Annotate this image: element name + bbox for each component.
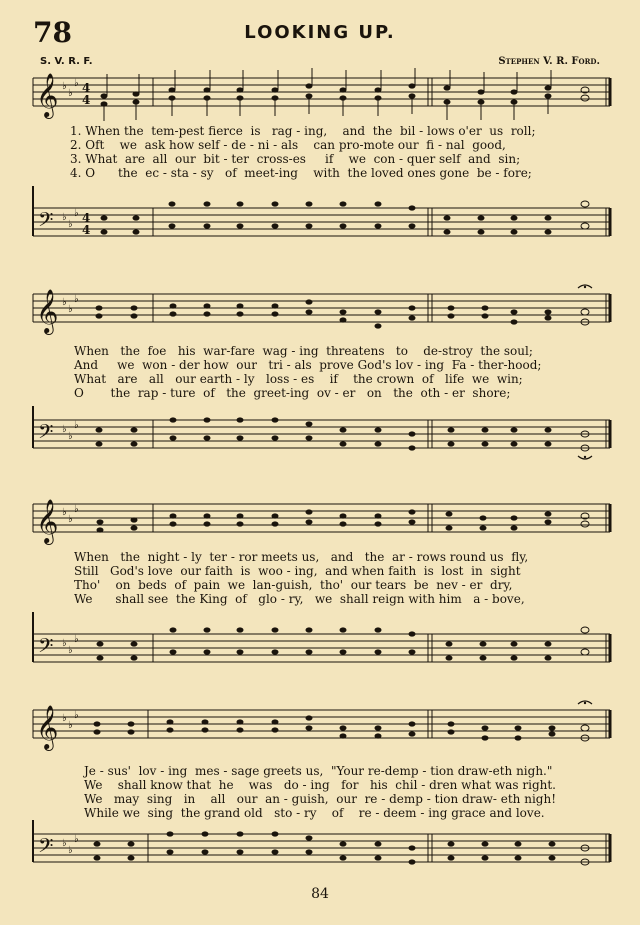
svg-text:♭: ♭ [62, 507, 67, 518]
bass-staff-system-4 [0, 820, 640, 882]
hymn-number: 78 [33, 16, 72, 49]
svg-text:𝄢: 𝄢 [38, 420, 54, 448]
svg-text:♭: ♭ [68, 720, 73, 731]
hymn-title: LOOKING UP. [244, 22, 396, 43]
svg-text:♭: ♭ [74, 420, 79, 431]
svg-text:♭: ♭ [62, 713, 67, 724]
svg-text:𝄢: 𝄢 [38, 834, 54, 862]
lyric-line: While we sing the grand old sto - ry of re - deem - ing grace and love. [84, 806, 545, 820]
lyric-line: When the night - ly ter - ror meets us, and the ar - rows round us fly, [74, 550, 529, 564]
bass-staff-system-3 [0, 612, 640, 674]
svg-text:♭: ♭ [68, 88, 73, 99]
svg-text:♭: ♭ [68, 645, 73, 656]
svg-text:𝄢: 𝄢 [38, 634, 54, 662]
svg-text:♭: ♭ [62, 81, 67, 92]
svg-text:♭: ♭ [68, 431, 73, 442]
svg-text:4: 4 [82, 223, 91, 237]
bass-staff-system-1 [0, 186, 640, 248]
lyric-line: Je - sus' lov - ing mes - sage greets us, "Your re-demp - tion draw-eth nigh." [84, 764, 553, 778]
lyric-line: O the rap - ture of the greet-ing ov - er on the oth - er shore; [74, 386, 511, 400]
svg-text:♭: ♭ [74, 504, 79, 515]
svg-text:𝄞: 𝄞 [36, 499, 59, 543]
svg-text:4: 4 [82, 211, 91, 225]
page-number: 84 [311, 886, 329, 902]
meter-label: S. V. R. F. [40, 56, 93, 67]
lyric-line: Still God's love our faith is woo - ing, and when faith is lost in sight [74, 564, 521, 578]
svg-text:♭: ♭ [62, 297, 67, 308]
lyric-line: What are all our earth - ly loss - es if the crown of life we win; [74, 372, 523, 386]
svg-text:♭: ♭ [68, 304, 73, 315]
lyric-line: 1. When the tem-pest fierce is rag - ing, and the bil - lows o'er us roll; [70, 124, 536, 138]
svg-text:𝄞: 𝄞 [36, 705, 59, 749]
svg-text:♭: ♭ [62, 212, 67, 223]
svg-text:𝄢: 𝄢 [38, 208, 54, 236]
lyric-line: We shall see the King of glo - ry, we shall reign with him a - bove, [74, 592, 525, 606]
lyric-line: We shall know that he was do - ing for his chil - dren what was right. [84, 778, 556, 792]
svg-text:𝄞: 𝄞 [36, 73, 59, 117]
lyric-line: 2. Oft we ask how self - de - ni - als can pro-mote our fi - nal good, [70, 138, 506, 152]
svg-text:♭: ♭ [74, 294, 79, 305]
composer-credit: Stephen V. R. Ford. [498, 56, 600, 67]
lyric-line: We may sing in all our an - guish, our re - demp - tion draw- eth nigh! [84, 792, 557, 806]
svg-text:♭: ♭ [74, 834, 79, 845]
svg-text:♭: ♭ [62, 424, 67, 435]
svg-text:♭: ♭ [74, 710, 79, 721]
lyric-line: When the foe his war-fare wag - ing threatens to de-stroy the soul; [74, 344, 533, 358]
svg-text:4: 4 [82, 81, 91, 95]
bass-staff-system-2 [0, 406, 640, 468]
svg-text:♭: ♭ [68, 845, 73, 856]
svg-text:4: 4 [82, 93, 91, 107]
svg-text:♭: ♭ [68, 219, 73, 230]
svg-text:♭: ♭ [68, 514, 73, 525]
svg-text:♭: ♭ [74, 208, 79, 219]
svg-text:♭: ♭ [62, 838, 67, 849]
treble-staff-system-2 [0, 282, 640, 344]
lyric-line: Tho' on beds of pain we lan-guish, tho' our tears be nev - er dry, [74, 578, 513, 592]
svg-text:♭: ♭ [74, 634, 79, 645]
lyric-line: 4. O the ec - sta - sy of meet-ing with the loved ones gone be - fore; [70, 166, 532, 180]
svg-text:𝄞: 𝄞 [36, 289, 59, 333]
lyric-line: 3. What are all our bit - ter cross-es if we con - quer self and sin; [70, 152, 521, 166]
lyric-line: And we won - der how our tri - als prove God's lov - ing Fa - ther-hood; [74, 358, 542, 372]
treble-staff-system-4 [0, 698, 640, 760]
treble-staff-system-1 [0, 66, 640, 128]
treble-staff-system-3 [0, 492, 640, 554]
svg-text:♭: ♭ [62, 638, 67, 649]
svg-text:♭: ♭ [74, 78, 79, 89]
